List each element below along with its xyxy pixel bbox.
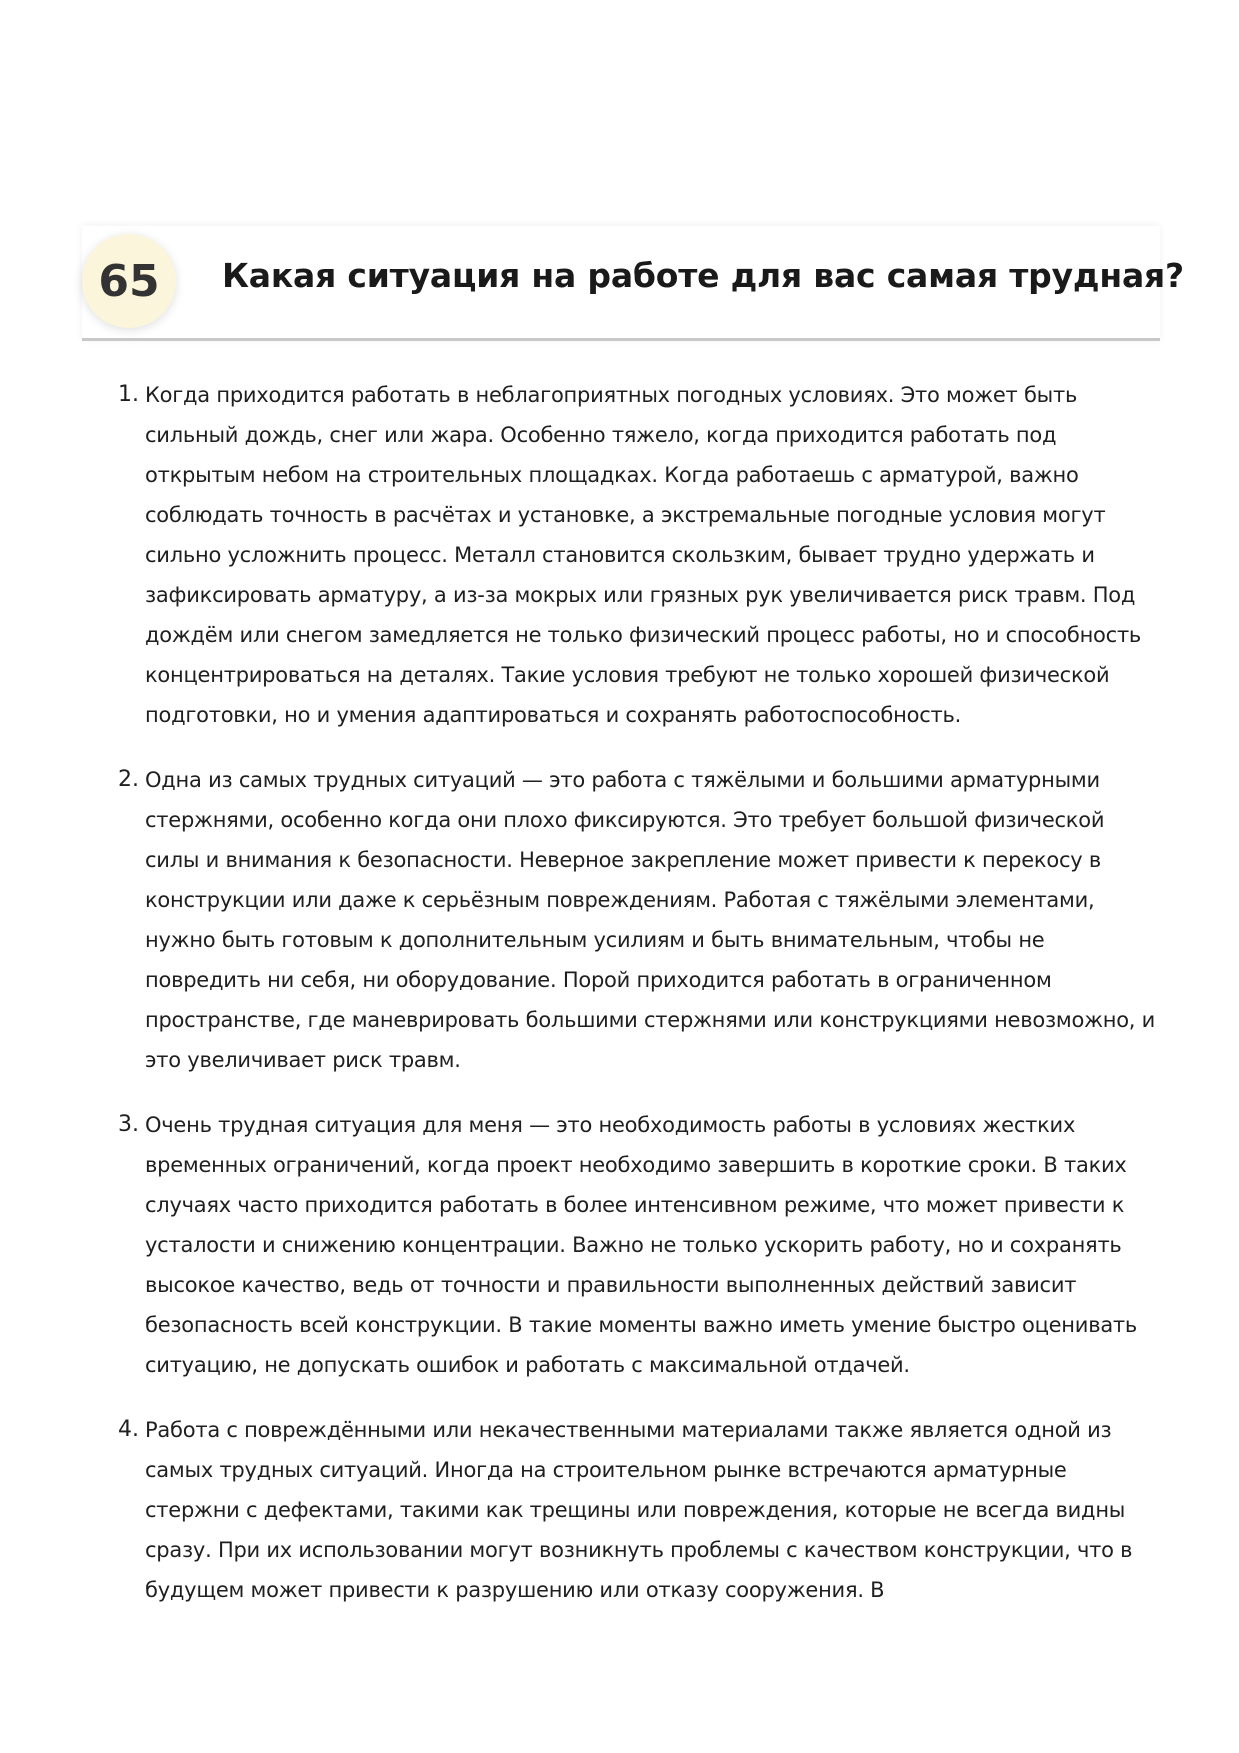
answer-number: 1. — [118, 382, 139, 407]
answer-text: Когда приходится работать в неблагоприятных погодных условиях. Это может быть сильный дождь, снег или жара. Особенно тяжело, когда приходится работать под открытым небом на строительных площадках. Когда работаешь с арматурой, важно соблюдать точность в расчётах и установке, а экстремальные погодные условия могут сильно усложнить процесс. Металл становится скользким, бывает трудно удержать и зафиксировать арматуру, а из-за мокрых или грязных рук увеличивается риск травм. Под дождём или снегом замедляется не только физический процесс работы, но и способность концентрироваться на деталях. Такие условия требуют не только хорошей физической подготовки, но и умения адаптироваться и сохранять работоспособность. — [145, 383, 1142, 727]
answer-number: 3. — [118, 1112, 139, 1137]
answer-text: Очень трудная ситуация для меня — это необходимость работы в условиях жестких временных ограничений, когда проект необходимо завершить в короткие сроки. В таких случаях часто приходится работать в более интенсивном режиме, что может привести к усталости и снижению концентрации. Важно не только ускорить работу, но и сохранять высокое качество, ведь от точности и правильности выполненных действий зависит безопасность всей конструкции. В такие моменты важно иметь умение быстро оценивать ситуацию, не допускать ошибок и работать с максимальной отдачей. — [145, 1113, 1138, 1377]
answer-item — [112, 1410, 1162, 1610]
answer-text: Одна из самых трудных ситуаций — это работа с тяжёлыми и большими арматурными стержнями, особенно когда они плохо фиксируются. Это требует большой физической силы и внимания к безопасности. Неверное закрепление может привести к перекосу в конструкции или даже к серьёзным повреждениям. Работая с тяжёлыми элементами, нужно быть готовым к дополнительным усилиям и быть внимательным, чтобы не повредить ни себя, ни оборудование. Порой приходится работать в ограниченном пространстве, где маневрировать большими стержнями или конструкциями невозможно, и это увеличивает риск травм. — [145, 768, 1156, 1072]
question-header — [82, 226, 1184, 341]
answer-number: 2. — [118, 767, 139, 792]
answer-list — [112, 375, 1162, 1635]
answer-item — [112, 375, 1162, 735]
answer-number: 4. — [118, 1417, 139, 1442]
answer-item — [112, 760, 1162, 1080]
answer-text: Работа с повреждёнными или некачественными материалами также является одной из самых трудных ситуаций. Иногда на строительном рынке встречаются арматурные стержни с дефектами, такими как трещины или повреждения, которые не всегда видны сразу. При их использовании могут возникнуть проблемы с качеством конструкции, что в будущем может привести к разрушению или отказу сооружения. В — [145, 1418, 1133, 1602]
question-title: Какая ситуация на работе для вас самая трудная? — [222, 256, 1184, 295]
question-number-badge: 65 — [82, 234, 176, 328]
answer-item — [112, 1105, 1162, 1385]
